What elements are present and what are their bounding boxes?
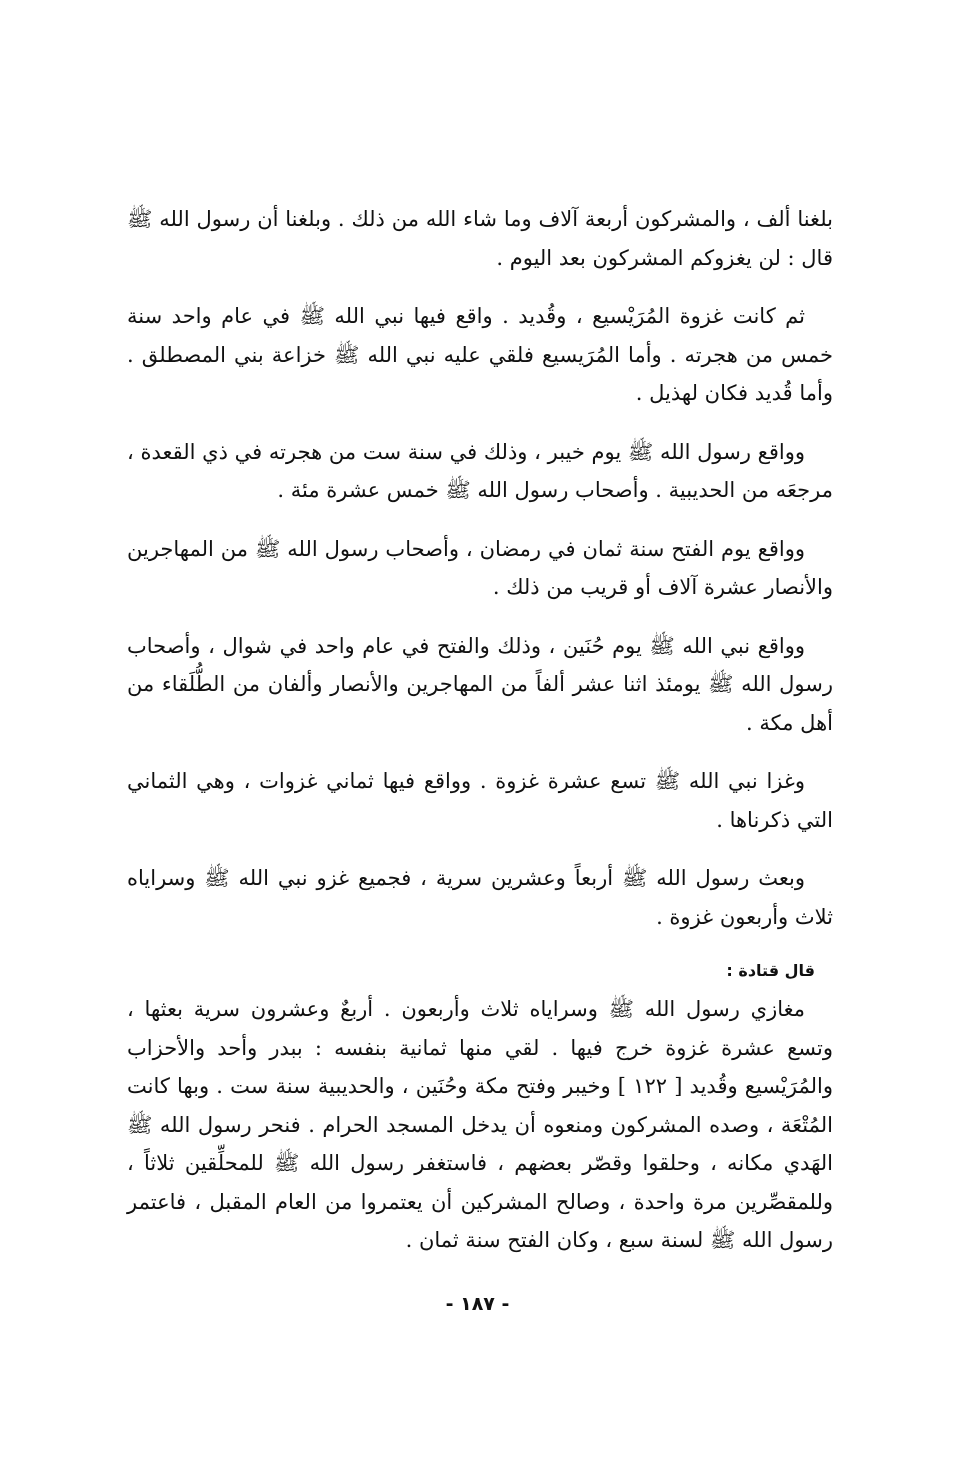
paragraph-2: ثم كانت غزوة المُرَيْسيع ، وقُديد . واقع فيها نبي الله ﷺ في عام واحد سنة خمس من هجرته . وأما المُرَيسيع فلقي عليه نبي الله ﷺ خزاعة بني المصطلق . وأما قُديد فكان لهذيل . [127, 304, 833, 405]
section-heading: قال قتادة : [726, 961, 815, 980]
paragraph-1: بلغنا ألف ، والمشركون أربعة آلاف وما شاء الله من ذلك . وبلغنا أن رسول الله ﷺ قال : لن يغزوكم المشركون بعد اليوم . [127, 207, 833, 270]
paragraph-final: مغازي رسول الله ﷺ وسراياه ثلاث وأربعون . أربعٌ وعشرون سرية بعثها ، وتسع عشرة غزوة خرج فيها . لقي منها ثمانية بنفسه : ببدر وأحد والأحزاب والمُرَيْسيع وقُديد [ ١٢٢ ] وخيبر وفتح مكة وحُنَين ، والحديبية سنة ست . وبها كانت المُتْعَة ، وصده المشركون ومنعوه أن يدخل المسجد الحرام . فنحر رسول الله ﷺ الهَدي مكانه ، وحلقوا وقصّر بعضهم ، فاستغفر رسول الله ﷺ للمحلِّقين ثلاثاً ، وللمقصِّرين مرة واحدة ، وصالح المشركين أن يعتمروا من العام المقبل ، فاعتمر رسول الله ﷺ لسنة سبع ، وكان الفتح سنة ثمان . [127, 997, 834, 1252]
paragraph-5: وواقع نبي الله ﷺ يوم حُنَين ، وذلك والفتح في عام واحد في شوال ، وأصحاب رسول الله ﷺ يومئذ اثنا عشر ألفاً من المهاجرين والأنصار وألفان من الطُّلَقاء من أهل مكة . [127, 633, 833, 735]
paragraph-4: وواقع يوم الفتح سنة ثمان في رمضان ، وأصحاب رسول الله ﷺ من المهاجرين والأنصار عشرة آلاف أو قريب من ذلك . [127, 536, 833, 599]
paragraph-6: وغزا نبي الله ﷺ تسع عشرة غزوة . وواقع فيها ثماني غزوات ، وهي الثماني التي ذكرناها . [127, 769, 833, 832]
paragraph-3: وواقع رسول الله ﷺ يوم خيبر ، وذلك في سنة ست من هجرته في ذي القعدة ، مرجعَه من الحديبية . وأصحاب رسول الله ﷺ خمس عشرة مئة . [127, 439, 833, 502]
page-number: - ١٨٧ - [445, 1293, 510, 1315]
paragraph-7: وبعث رسول الله ﷺ أربعاً وعشرين سرية ، فجميع غزو نبي الله ﷺ وسراياه ثلاث وأربعون غزوة . [127, 866, 833, 929]
